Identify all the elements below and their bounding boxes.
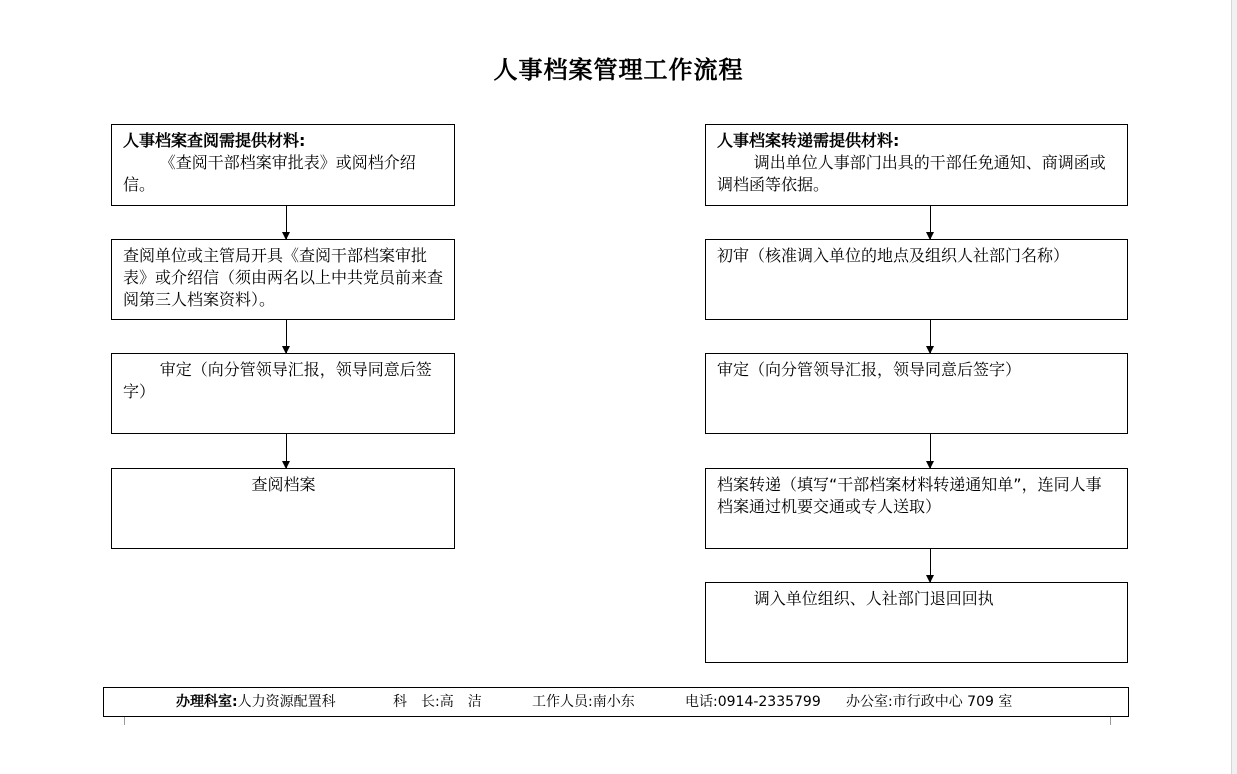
staff-value: 南小东 (592, 694, 635, 710)
right-step-4-transfer (705, 468, 1128, 549)
right-arrow-2 (930, 320, 931, 353)
left-step-1-text: 《查阅干部档案审批表》或阅档介绍信。 (123, 153, 416, 194)
room-field (846, 688, 1012, 716)
left-step-1-heading: 人事档案查阅需提供材料: (123, 131, 306, 150)
left-arrow-2 (286, 320, 287, 353)
office-field (176, 688, 336, 716)
left-step-2-request (111, 239, 455, 320)
phone-field (685, 688, 821, 716)
right-step-1-materials (705, 124, 1128, 206)
right-step-2-text: 初审（核准调入单位的地点及组织人社部门名称） (717, 246, 1070, 265)
right-step-4-text: 档案转递（填写“干部档案材料转递通知单”，连同人事档案通过机要交通或专人送取） (717, 475, 1102, 516)
left-arrow-3 (286, 434, 287, 468)
margin-mark-left (124, 717, 125, 725)
phone-label: 电话: (685, 694, 718, 710)
phone-value: 0914-2335799 (717, 694, 821, 710)
room-value: 市行政中心 709 室 (892, 694, 1013, 710)
office-label: 办理科室: (176, 694, 238, 710)
right-arrow-4 (930, 549, 931, 582)
right-step-3-approval (705, 353, 1128, 434)
office-value: 人力资源配置科 (237, 694, 336, 710)
right-step-5-receipt (705, 582, 1128, 663)
right-step-1-text: 调出单位人事部门出具的干部任免通知、商调函或调档函等依据。 (717, 153, 1106, 194)
left-step-3-approval (111, 353, 455, 434)
margin-mark-right (1110, 717, 1111, 725)
chief-field (393, 688, 482, 716)
right-step-5-text: 调入单位组织、人社部门退回回执 (753, 589, 994, 608)
left-step-4-text: 查阅档案 (251, 475, 316, 494)
page-title: 人事档案管理工作流程 (493, 56, 744, 84)
left-step-2-text: 查阅单位或主管局开具《查阅干部档案审批表》或介绍信（须由两名以上中共党员前来查阅第三人档案资料）。 (123, 246, 444, 309)
staff-field (532, 688, 635, 716)
window-gutter (1232, 0, 1237, 774)
contact-footer (103, 687, 1129, 717)
right-arrow-1 (930, 206, 931, 239)
right-step-1-heading: 人事档案转递需提供材料: (717, 131, 900, 150)
left-step-3-text: 审定（向分管领导汇报，领导同意后签字） (123, 360, 432, 401)
chief-label: 科 长: (393, 694, 440, 710)
chief-value: 高 洁 (439, 694, 482, 710)
right-step-2-preliminary-review (705, 239, 1128, 320)
left-step-4-consult (111, 468, 455, 549)
left-arrow-1 (286, 206, 287, 239)
room-label: 办公室: (846, 694, 893, 710)
right-step-3-text: 审定（向分管领导汇报，领导同意后签字） (717, 360, 1022, 379)
staff-label: 工作人员: (532, 694, 593, 710)
left-step-1-materials (111, 124, 455, 206)
right-arrow-3 (930, 434, 931, 468)
